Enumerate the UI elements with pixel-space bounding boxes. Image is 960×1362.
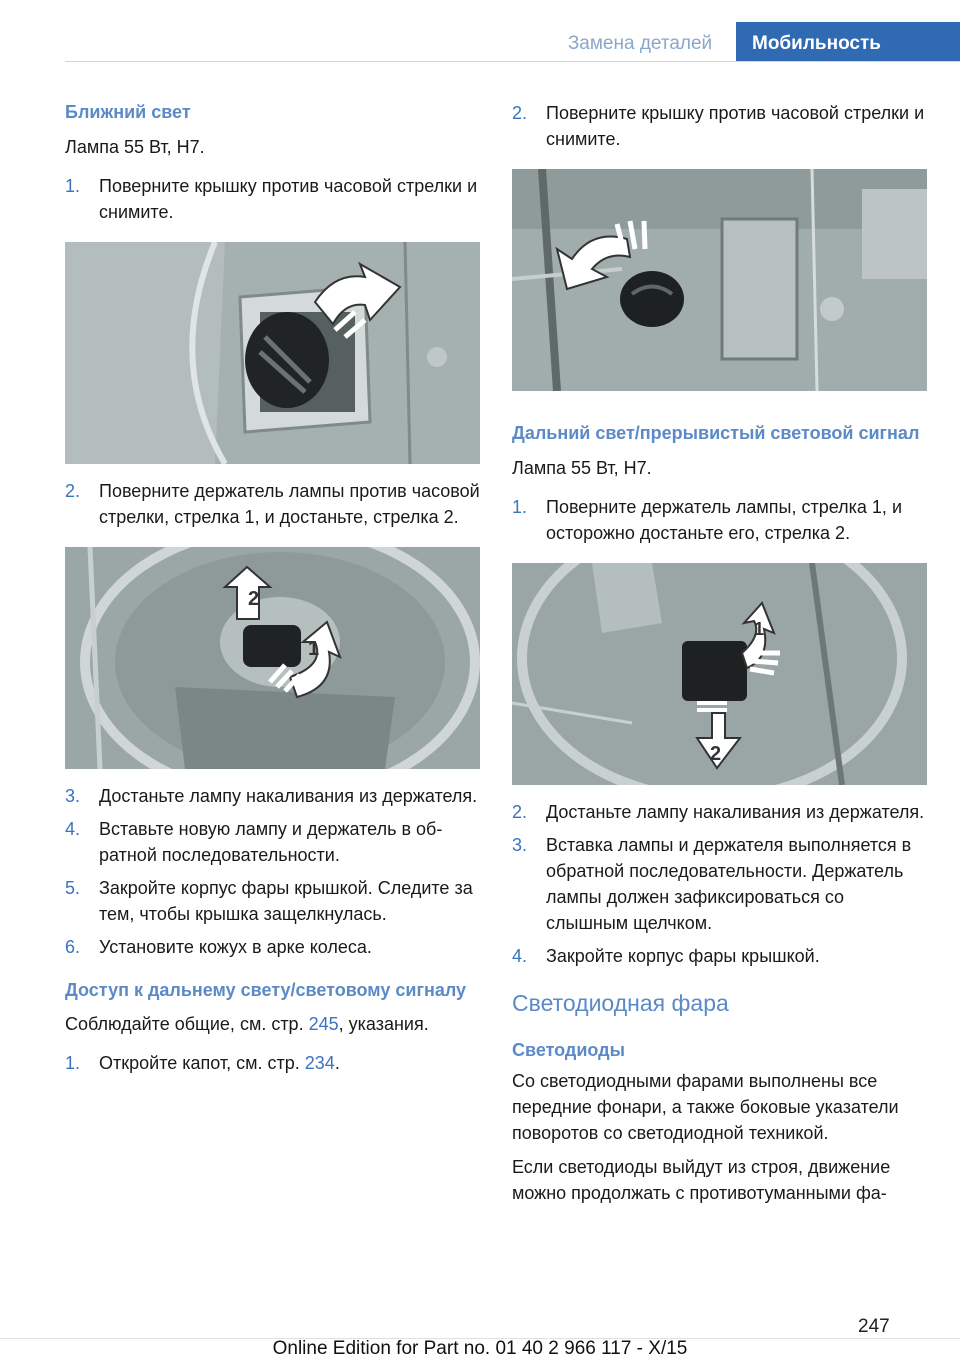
figure-high-beam-cover (512, 169, 927, 391)
figure-label-1: 1 (754, 619, 765, 639)
header-rule (65, 61, 960, 62)
step-text: Вставьте новую лампу и держатель в обратной последовательности. (99, 819, 443, 865)
step-text: Достаньте лампу накаливания из держателя. (546, 802, 925, 822)
figure-cover-removal (65, 242, 480, 464)
lamp-spec-high: Лампа 55 Вт, H7. (512, 458, 652, 478)
step-number: 2. (512, 103, 528, 123)
step-text: Установите кожух в арке колеса. (99, 937, 372, 957)
step-item (65, 1050, 480, 1076)
step-text: Закройте корпус фары крышкой. Следите за тем, чтобы крышка защелкнулась. (99, 878, 473, 924)
figure-label-2: 2 (710, 743, 722, 765)
heading-led-headlight: Светодиодная фара (512, 990, 729, 1016)
step-number: 4. (512, 946, 528, 966)
step-item (65, 875, 480, 927)
step-item (65, 783, 480, 809)
observe-text-end: , указания. (338, 1014, 429, 1034)
step-number: 1. (512, 497, 528, 517)
observe-text-start: Соблюдайте общие, см. стр. (65, 1014, 309, 1034)
step-item (65, 934, 480, 960)
section-tab[interactable]: Замена деталей (567, 33, 713, 54)
step-item (512, 943, 927, 969)
step-number: 1. (65, 1053, 81, 1073)
step-number: 2. (65, 481, 81, 501)
steps-list (512, 799, 927, 969)
edition-note: Online Edition for Part no. 01 40 2 966 117 - X/15 (272, 1338, 688, 1359)
step-text: Закройте корпус фары крышкой. (546, 946, 820, 966)
figure-label-1: 1 (308, 638, 320, 660)
right-column (512, 100, 927, 1206)
step-number: 1. (65, 176, 81, 196)
led-paragraph-2: Если светодиоды выйдут из строя, движение можно продолжать с противотуманными фа- (512, 1157, 891, 1203)
left-column (65, 100, 480, 1076)
step-text: Поверните держатель лампы, стрелка 1, и осторожно достаньте его, стрелка 2. (546, 497, 902, 543)
step-item (512, 100, 927, 152)
heading-high-beam-access: Доступ к дальнему свету/световому сигналу (65, 980, 467, 1000)
step-text-end: . (334, 1053, 340, 1073)
led-paragraph-1: Со светодиодными фарами выполнены все передние фонари, а также боковые указатели поворотов со светодиодной техникой. (512, 1071, 899, 1143)
chapter-tab[interactable]: Мобильность (736, 22, 960, 62)
step-number: 2. (512, 802, 528, 822)
figure-holder-removal (65, 547, 480, 769)
heading-low-beam: Ближний свет (65, 102, 191, 122)
step-item (512, 494, 927, 546)
step-text: Вставка лампы и держателя выполняется в обратной последовательности. Держатель лампы должен зафиксироваться со слышным щелчком. (546, 835, 912, 933)
step-item (65, 816, 480, 868)
page-link-234[interactable]: 234 (304, 1053, 335, 1073)
step-item (65, 173, 480, 225)
step-number: 3. (65, 786, 81, 806)
step-text: Поверните крышку против часовой стрелки и снимите. (546, 103, 925, 149)
step-text: Поверните держатель лампы против часовой стрелки, стрелка 1, и достаньте, стрелка 2. (99, 481, 480, 527)
step-text: Достаньте лампу накаливания из держателя. (99, 786, 478, 806)
page-header (0, 22, 960, 62)
step-item (512, 799, 927, 825)
figure-high-beam-holder (512, 563, 927, 785)
heading-high-beam: Дальний свет/прерывистый световой сигнал (512, 423, 920, 443)
step-item (65, 478, 480, 530)
lamp-spec-low: Лампа 55 Вт, H7. (65, 137, 205, 157)
heading-leds: Светодиоды (512, 1040, 625, 1060)
figure-label-2: 2 (248, 588, 260, 610)
step-number: 6. (65, 937, 81, 957)
step-text: Поверните крышку против часовой стрелки и снимите. (99, 176, 478, 222)
step-number: 4. (65, 819, 81, 839)
observe-paragraph (65, 1011, 480, 1037)
step-number: 3. (512, 835, 528, 855)
steps-list (65, 783, 480, 960)
step-item (512, 832, 927, 936)
page-number: 247 (858, 1316, 890, 1337)
page-link-245[interactable]: 245 (308, 1014, 339, 1034)
step-number: 5. (65, 878, 81, 898)
step-text: Откройте капот, см. стр. (99, 1053, 305, 1073)
